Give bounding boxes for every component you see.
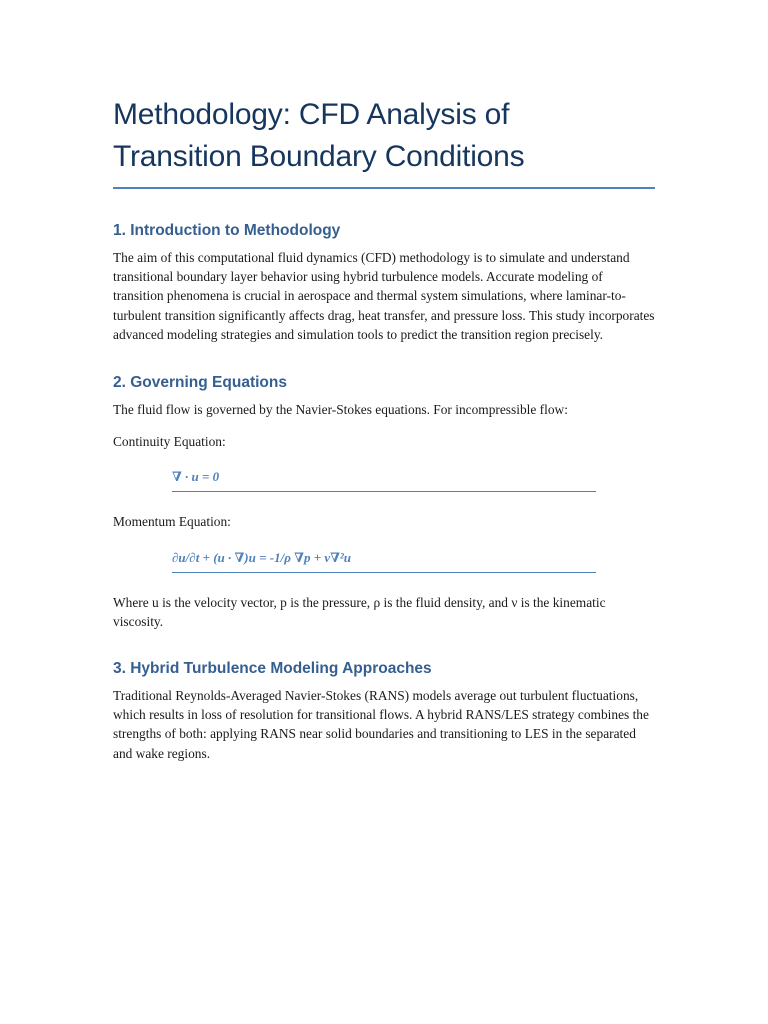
title-divider	[113, 187, 655, 189]
hybrid-turbulence-paragraph: Traditional Reynolds-Averaged Navier-Stokes (RANS) models average out turbulent fluctuations, which results in loss of resolution for transitional flows. A hybrid RANS/LES strategy combines the strengths of both: applying RANS near solid boundaries and transitioning to LES in the separated and wake regions.	[113, 688, 649, 761]
variables-explanation-paragraph: Where u is the velocity vector, p is the pressure, ρ is the fluid density, and ν is the kinematic viscosity.	[113, 594, 606, 629]
title-line-1: Methodology: CFD Analysis of	[113, 98, 510, 131]
section-heading-hybrid-turbulence: 3. Hybrid Turbulence Modeling Approaches	[113, 660, 432, 678]
momentum-equation: ∂u/∂t + (u · ∇)u = -1/ρ ∇p + ν∇²u	[172, 543, 596, 573]
continuity-equation: ∇ · u = 0	[172, 462, 596, 492]
introduction-paragraph: The aim of this computational fluid dynamics (CFD) methodology is to simulate and understand transitional boundary layer behavior using hybrid turbulence models. Accurate modeling of transition phenomena is crucial in aerospace and thermal system simulations, where laminar-to-turbulent transition significantly affects drag, heat transfer, and pressure loss. This study incorporates advanced modeling strategies and simulation tools to predict the transition region precisely.	[113, 250, 655, 342]
governing-intro-paragraph: The fluid flow is governed by the Navier-Stokes equations. For incompressible flow:	[113, 402, 568, 418]
document-title	[113, 0, 655, 178]
section-heading-introduction: 1. Introduction to Methodology	[113, 222, 341, 239]
section-heading-governing-equations: 2. Governing Equations	[113, 374, 287, 392]
title-line-2: Transition Boundary Conditions	[113, 140, 525, 173]
momentum-label: Momentum Equation:	[113, 514, 231, 530]
continuity-label: Continuity Equation:	[113, 434, 226, 450]
